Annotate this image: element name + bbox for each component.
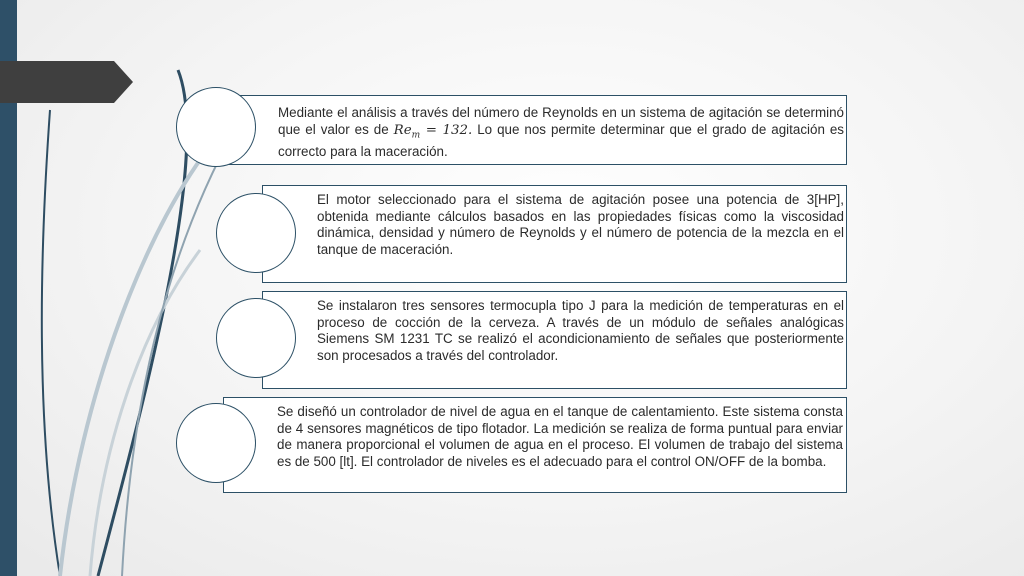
content-text-1-part-b: Lo que nos permite determinar que el grado de agitación es correcto para la maceración.	[278, 121, 844, 159]
formula-subscript: m	[411, 130, 421, 141]
arrow-tab-decoration	[0, 61, 133, 103]
content-text-1	[278, 105, 844, 160]
content-text-4: Se diseñó un controlador de nivel de agua en el tanque de calentamiento. Este sistema consta de 4 sensores magnéticos de tipo flotador. La medición se realiza de forma puntual para enviar de manera proporcional el volumen de agua en el proceso. El volumen de trabajo del sistema es de 500 [lt]. El controlador de niveles es el adecuado para el control ON/OFF de la bomba.	[277, 404, 843, 469]
content-text-1-part-a: Mediante el análisis a través del número de Reynolds en un sistema de agitación se determinó que el valor es de	[278, 105, 844, 137]
swoosh-dark-1	[98, 70, 187, 576]
content-text-3: Se instalaron tres sensores termocupla tipo J para la medición de temperaturas en el proceso de cocción de la cerveza. A través de un módulo de señales analógicas Siemens SM 1231 TC se realizó el acondicionamiento de señales que posteriormente son procesados a través del controlador.	[317, 298, 844, 363]
bullet-circle-1	[176, 87, 256, 167]
bullet-circle-4	[176, 403, 256, 483]
swoosh-dark-2	[42, 110, 60, 576]
reynolds-formula	[393, 122, 473, 141]
swoosh-light-2	[90, 250, 200, 576]
content-text-2: El motor seleccionado para el sistema de agitación posee una potencia de 3[HP], obtenida mediante cálculos basados en las propiedades físicas como la viscosidad dinámica, densidad y número de Reynolds y el número de potencia de la mezcla en el tanque de maceración.	[317, 192, 844, 257]
formula-symbol: Re	[393, 122, 412, 138]
bullet-circle-2	[216, 193, 296, 273]
formula-value: = 132.	[420, 122, 473, 138]
swoosh-light-1	[60, 140, 215, 576]
bullet-circle-3	[216, 298, 296, 378]
